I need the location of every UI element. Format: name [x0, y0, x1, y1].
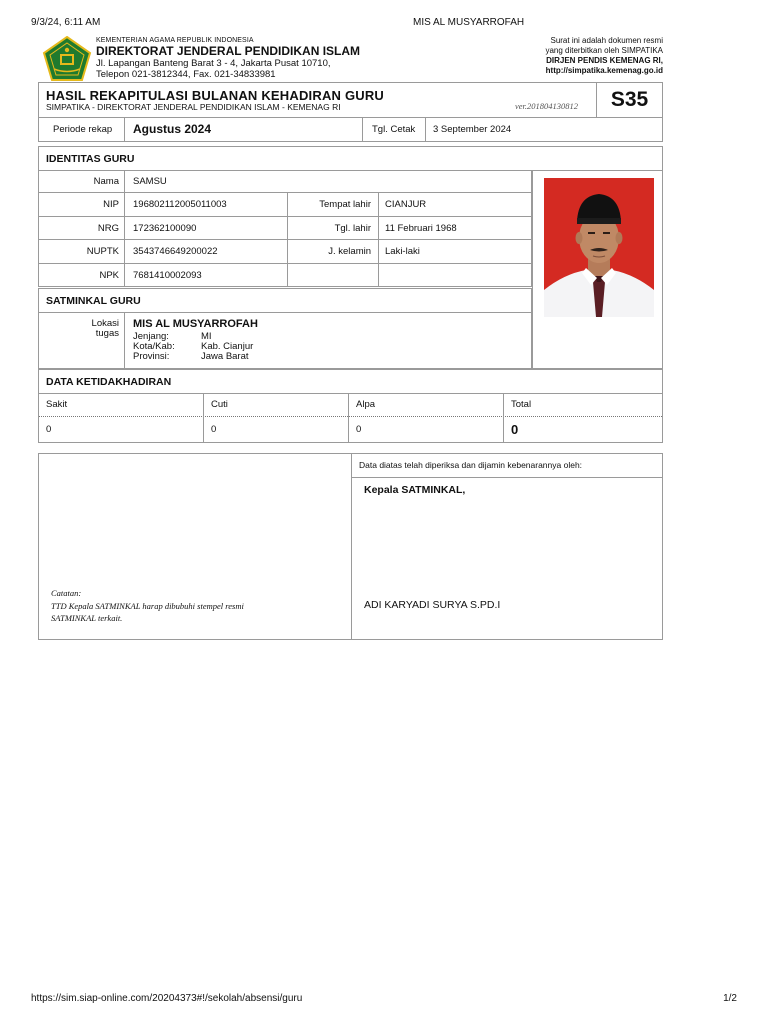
- identity-row-nip: [39, 193, 532, 216]
- tgl-lahir-value: 11 Februari 1968: [385, 222, 457, 234]
- identity-row-npk: [39, 264, 532, 287]
- nuptk-value: 3543746649200022: [133, 246, 218, 258]
- report-title: HASIL REKAPITULASI BULANAN KEHADIRAN GURU: [46, 88, 385, 103]
- nrg-value: 172362100090: [133, 222, 197, 234]
- nama-label: Nama: [93, 176, 119, 187]
- npk-label: NPK: [99, 269, 119, 281]
- attendance-heading: DATA KETIDAKHADIRAN: [38, 369, 663, 394]
- cuti-label: Cuti: [211, 399, 228, 410]
- jenjang-value: MI: [201, 331, 212, 342]
- org-address: Jl. Lapangan Banteng Barat 3 - 4, Jakarta Pusat 10710,: [96, 58, 331, 69]
- print-page-title: MIS AL MUSYARROFAH: [413, 17, 525, 28]
- print-date-label: Tgl. Cetak: [372, 124, 416, 135]
- cuti-value: 0: [211, 424, 217, 435]
- alpa-label: Alpa: [356, 399, 376, 410]
- tgl-lahir-label: Tgl. lahir: [334, 222, 371, 234]
- org-phone: Telepon 021-3812344, Fax. 021-34833981: [96, 69, 276, 80]
- print-header: [31, 17, 737, 31]
- print-page-number: 1/2: [723, 993, 737, 1004]
- sakit-value: 0: [46, 424, 52, 435]
- official-notice: [545, 36, 663, 76]
- report-version: ver.201804130812: [515, 101, 579, 111]
- ministry-name: KEMENTERIAN AGAMA REPUBLIK INDONESIA: [96, 37, 254, 44]
- period-row: [38, 118, 663, 142]
- notice-line: Surat ini adalah dokumen resmi: [550, 36, 663, 45]
- satminkal-location: [38, 312, 532, 369]
- satminkal-heading: SATMINKAL GURU: [38, 288, 532, 313]
- sakit-label: Sakit: [46, 399, 68, 410]
- report-title-box: [38, 82, 663, 118]
- portrait-image: [544, 178, 654, 317]
- tempat-lahir-label: Tempat lahir: [319, 199, 371, 211]
- report-subtitle: SIMPATIKA - DIREKTORAT JENDERAL PENDIDIKAN ISLAM - KEMENAG RI: [46, 102, 341, 112]
- nuptk-label: NUPTK: [86, 246, 119, 258]
- school-name: MIS AL MUSYARROFAH: [133, 318, 258, 330]
- letterhead: [38, 36, 663, 82]
- jenis-kelamin-label: J. kelamin: [328, 246, 371, 258]
- nrg-label: NRG: [97, 222, 119, 234]
- notice-line: DIRJEN PENDIS KEMENAG RI,: [546, 56, 663, 65]
- print-url: https://sim.siap-online.com/20204373#!/sekolah/absensi/guru: [31, 993, 303, 1004]
- total-value: 0: [511, 422, 519, 437]
- lokasi-tugas-label: Lokasi tugas: [91, 318, 119, 339]
- provinsi-value: Jawa Barat: [201, 351, 249, 362]
- period-value: Agustus 2024: [133, 122, 212, 136]
- signature-box: [38, 453, 663, 640]
- signature-note: Catatan: TTD Kepala SATMINKAL harap dibubuhi stempel resmi SATMINKAL terkait.: [51, 588, 244, 623]
- period-label: Periode rekap: [53, 124, 113, 135]
- nip-value: 196802112005011003: [133, 199, 227, 211]
- directorate-name: DIREKTORAT JENDERAL PENDIDIKAN ISLAM: [96, 44, 361, 58]
- kota-value: Kab. Cianjur: [201, 341, 254, 352]
- identity-row-nama: [39, 170, 532, 193]
- nama-value: SAMSU: [133, 176, 167, 187]
- signer-position: Kepala SATMINKAL,: [364, 484, 466, 496]
- notice-url: http://simpatika.kemenag.go.id: [545, 66, 663, 75]
- photo-cell: [532, 170, 663, 369]
- tempat-lahir-value: CIANJUR: [385, 199, 427, 211]
- print-date-value: 3 September 2024: [433, 124, 512, 135]
- teacher-photo: [544, 178, 654, 317]
- provinsi-row: [133, 352, 249, 362]
- npk-value: 7681410002093: [133, 269, 202, 281]
- identity-rows: [38, 170, 532, 287]
- provinsi-label: Provinsi:: [133, 351, 170, 362]
- attendance-table: [38, 394, 663, 443]
- total-label: Total: [511, 399, 532, 410]
- notice-line: yang diterbitkan oleh SIMPATIKA: [545, 46, 663, 55]
- identity-row-nuptk: [39, 240, 532, 263]
- print-footer: [31, 993, 737, 1007]
- report-code: S35: [596, 83, 662, 117]
- nip-label: NIP: [103, 199, 119, 211]
- jenjang-label: Jenjang:: [133, 331, 169, 342]
- jenis-kelamin-value: Laki-laki: [385, 246, 420, 258]
- kemenag-emblem-icon: [42, 36, 92, 82]
- verified-by-text: Data diatas telah diperiksa dan dijamin kebenarannya oleh:: [352, 454, 662, 478]
- kota-label: Kota/Kab:: [133, 341, 175, 352]
- print-datetime: 9/3/24, 6:11 AM: [31, 17, 101, 28]
- signer-name: ADI KARYADI SURYA S.PD.I: [364, 599, 501, 611]
- organization-block: [96, 37, 360, 80]
- identity-heading: IDENTITAS GURU: [38, 146, 663, 171]
- identity-row-nrg: [39, 217, 532, 240]
- alpa-value: 0: [356, 424, 362, 435]
